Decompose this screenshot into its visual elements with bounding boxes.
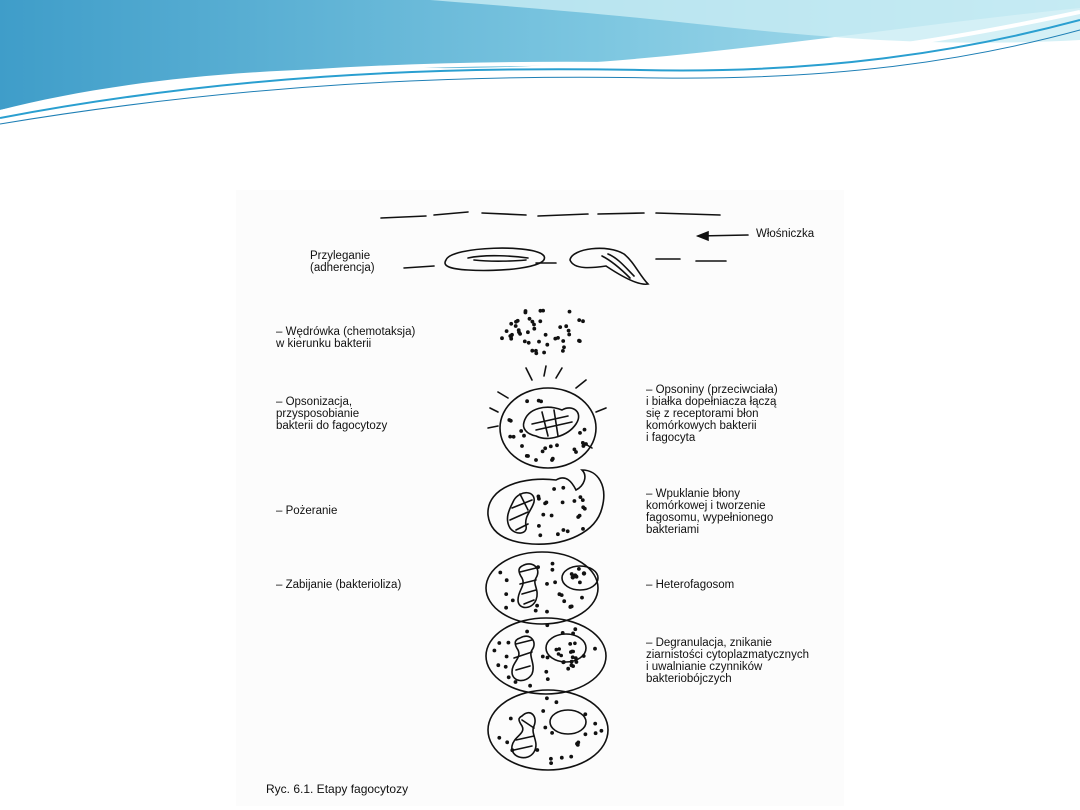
adhering-cell: [445, 248, 544, 270]
granule-dot: [583, 428, 587, 432]
granule-dot: [561, 349, 565, 353]
granule-dot: [534, 609, 538, 613]
granule-dot: [516, 319, 520, 323]
granule-dot: [535, 604, 539, 608]
granule-dot: [549, 445, 553, 449]
granule-dot: [568, 310, 572, 314]
opsonized-bacteria: [507, 399, 588, 462]
label-engulfing: – Pożeranie: [276, 505, 338, 517]
migrating-bacteria: [500, 309, 585, 356]
granule-dot: [570, 660, 574, 664]
label-heterophagosome: – Heterofagosom: [646, 579, 735, 591]
granule-dot: [505, 740, 509, 744]
granule-dot: [497, 736, 501, 740]
granule-dot: [555, 443, 559, 447]
granule-dot: [541, 655, 545, 659]
granule-dot: [560, 756, 564, 760]
engulfing-cell: [488, 470, 604, 544]
granule-dot: [561, 486, 565, 490]
granule-dot: [561, 631, 565, 635]
granule-dot: [562, 660, 566, 664]
granule-dot: [539, 400, 543, 404]
granule-dot: [528, 684, 532, 688]
granule-dot: [523, 340, 527, 344]
granule-dot: [549, 761, 553, 765]
granule-dot: [527, 341, 531, 345]
final-cell: [488, 690, 608, 770]
granule-dot: [578, 339, 582, 343]
granule-dot: [532, 327, 536, 331]
granule-dot: [507, 675, 511, 679]
granule-dot: [508, 435, 512, 439]
granule-dot: [504, 665, 508, 669]
granule-dot: [544, 670, 548, 674]
granule-dot: [578, 581, 582, 585]
granule-dot: [561, 501, 565, 505]
granule-dot: [526, 330, 530, 334]
bacterium-dot: [584, 442, 588, 446]
granule-dot: [557, 652, 561, 656]
label-degranulation: – Degranulacja, znikanie ziarnistości cytoplazmatycznych i uwalnianie czynników bakteriobójczych: [646, 637, 809, 685]
granule-dot: [575, 660, 579, 664]
opsonization-cell: [488, 366, 606, 468]
granule-dot: [510, 333, 514, 337]
granule-dot: [510, 748, 514, 752]
granule-dot: [519, 429, 523, 433]
bacterium-dot: [534, 458, 538, 462]
granule-dot: [584, 732, 588, 736]
granule-dot: [531, 320, 535, 324]
granule-dot: [505, 655, 509, 659]
granule-dot: [546, 656, 550, 660]
degranulation-granules: [493, 623, 597, 687]
label-opsonization: – Opsonizacja, przysposobianie bakterii do fagocytozy: [276, 396, 388, 432]
granule-dot: [525, 630, 529, 634]
granule-dot: [571, 632, 575, 636]
granule-dot: [573, 627, 577, 631]
capillary-wall-bottom: [404, 259, 726, 268]
granule-dot: [538, 533, 542, 537]
granule-dot: [535, 748, 539, 752]
granule-dot: [542, 351, 546, 355]
granule-dot: [550, 514, 554, 518]
granule-dot: [600, 729, 604, 733]
granule-dot: [566, 529, 570, 533]
phagocytosis-figure: [236, 190, 844, 806]
label-invagination: – Wpuklanie błony komórkowej i tworzenie fagosomu, wypełnionego bakteriami: [646, 488, 774, 536]
label-capillary: Włośniczka: [756, 228, 815, 240]
granule-dot: [581, 319, 585, 323]
granule-dot: [507, 641, 511, 645]
granule-dot: [504, 606, 508, 610]
granule-dot: [593, 722, 597, 726]
granule-dot: [567, 333, 571, 337]
granule-dot: [556, 532, 560, 536]
granule-dot: [549, 757, 553, 761]
granule-dot: [493, 649, 497, 653]
granule-dot: [507, 418, 511, 422]
granule-dot: [571, 650, 575, 654]
label-opsonins: – Opsoniny (przeciwciała) i białka dopełniacza łączą się z receptorami błon komórkowych bakterii i fagocyta: [646, 384, 778, 444]
granule-dot: [541, 450, 545, 454]
migrating-cell: [570, 248, 648, 284]
final-cell-granules: [497, 696, 603, 765]
granule-dot: [537, 524, 541, 528]
granule-dot: [539, 309, 543, 313]
granule-dot: [498, 571, 502, 575]
granule-dot: [573, 499, 577, 503]
granule-dot: [514, 324, 518, 328]
label-migration: – Wędrówka (chemotaksja) w kierunku bakterii: [276, 326, 416, 350]
granule-dot: [582, 654, 586, 658]
granule-dot: [522, 434, 526, 438]
granule-dot: [546, 677, 550, 681]
slide-header-banner: [0, 0, 1080, 130]
granule-dot: [573, 573, 577, 577]
granule-dot: [509, 322, 513, 326]
capillary-arrow: [698, 232, 748, 240]
granule-dot: [545, 582, 549, 586]
granule-dot: [569, 755, 573, 759]
granule-dot: [541, 513, 545, 517]
engulfed-bacteria: [537, 486, 587, 537]
granule-dot: [541, 709, 545, 713]
granule-dot: [573, 642, 577, 646]
granule-dot: [562, 528, 566, 532]
granule-dot: [594, 731, 598, 735]
granule-dot: [569, 605, 573, 609]
granule-dot: [553, 580, 557, 584]
bacterium-dot: [550, 458, 554, 462]
granule-dot: [552, 487, 556, 491]
granule-dot: [578, 514, 582, 518]
granule-dot: [545, 623, 549, 627]
granule-dot: [576, 741, 580, 745]
granule-dot: [557, 647, 561, 651]
killing-cell: [486, 552, 598, 624]
granule-dot: [566, 667, 570, 671]
granule-dot: [567, 329, 571, 333]
granule-dot: [534, 351, 538, 355]
granule-dot: [500, 336, 504, 340]
granule-dot: [583, 712, 587, 716]
label-adherence: Przyleganie (adherencja): [310, 250, 375, 274]
granule-dot: [545, 696, 549, 700]
granule-dot: [545, 610, 549, 614]
granule-dot: [562, 599, 566, 603]
granule-dot: [530, 349, 534, 353]
granule-dot: [560, 593, 564, 597]
killing-cell-granules: [498, 562, 586, 614]
granule-dot: [504, 592, 508, 596]
bacterium-dot: [526, 454, 530, 458]
granule-dot: [578, 431, 582, 435]
granule-dot: [553, 337, 557, 341]
granule-dot: [505, 578, 509, 582]
granule-dot: [582, 571, 586, 575]
granule-dot: [558, 325, 562, 329]
granule-dot: [537, 497, 541, 501]
granule-dot: [579, 495, 583, 499]
granule-dot: [525, 399, 529, 403]
granule-dot: [581, 498, 585, 502]
granule-dot: [505, 329, 509, 333]
label-killing: – Zabijanie (bakterioliza): [276, 579, 402, 591]
bacterium-dot: [520, 444, 524, 448]
granule-dot: [550, 731, 554, 735]
granule-dot: [537, 340, 541, 344]
granule-dot: [496, 663, 500, 667]
granule-dot: [543, 726, 547, 730]
granule-dot: [517, 330, 521, 334]
granule-dot: [568, 642, 572, 646]
granule-dot: [545, 343, 549, 347]
granule-dot: [561, 339, 565, 343]
granule-dot: [514, 680, 518, 684]
granule-dot: [564, 324, 568, 328]
granule-dot: [509, 717, 513, 721]
granule-dot: [562, 345, 566, 349]
granule-dot: [538, 319, 542, 323]
figure-caption: Ryc. 6.1. Etapy fagocytozy: [266, 782, 409, 796]
granule-dot: [581, 527, 585, 531]
granule-dot: [571, 655, 575, 659]
granule-dot: [497, 641, 501, 645]
degranulation-cell: [486, 618, 606, 694]
granule-dot: [524, 309, 528, 313]
granule-dot: [577, 567, 581, 571]
granule-dot: [571, 664, 575, 668]
granule-dot: [593, 647, 597, 651]
granule-dot: [543, 446, 547, 450]
granule-dot: [511, 599, 515, 603]
bacterium-dot: [574, 450, 578, 454]
granule-dot: [528, 317, 532, 321]
granule-dot: [551, 568, 555, 572]
granule-dot: [551, 562, 555, 566]
granule-dot: [544, 333, 548, 337]
granule-dot: [512, 435, 516, 439]
granule-dot: [555, 700, 559, 704]
capillary-wall-top: [381, 212, 720, 218]
granule-dot: [577, 318, 581, 322]
granule-dot: [581, 505, 585, 509]
granule-dot: [536, 565, 540, 569]
granule-dot: [545, 501, 549, 505]
granule-dot: [580, 596, 584, 600]
